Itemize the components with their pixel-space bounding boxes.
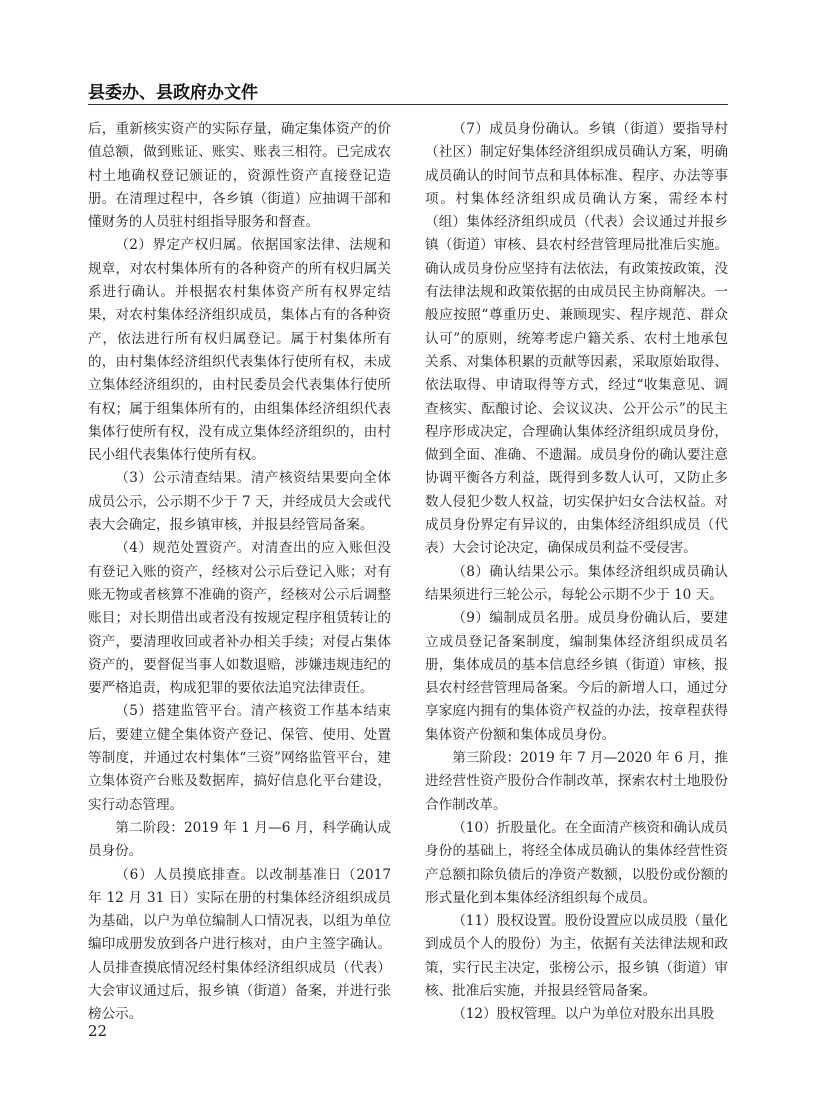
paragraph: （4）规范处置资产。对清查出的应入账但没有登记入账的资产，经核对公示后登记入账；对有账无物或者核算不准确的资产，经核对公示后调整账目；对长期借出或者没有按规定程序租赁转让的资产，要清理收回或者补办相关手续；对侵占集体资产的，要督促当事人如数退赔，涉嫌违规违纪的要严格追责，构成犯罪的要依法追究法律责任。	[88, 540, 391, 697]
header-divider	[88, 104, 728, 105]
paragraph: 第三阶段：2019 年 7 月—2020 年 6 月，推进经营性资产股份合作制改革，探索农村土地股份合作制改革。	[425, 750, 728, 813]
paragraph: （2）界定产权归属。依据国家法律、法规和规章，对农村集体所有的各种资产的所有权归属关系进行确认。并根据农村集体资产所有权界定结果，对农村集体经济组织成员，集体占有的各种资产，依法进行所有权归属登记。属于村集体所有的，由村集体经济组织代表集体行使所有权，未成立集体经济组织的，由村民委员会代表集体行使所有权；属于组集体所有的，由组集体经济组织代表集体行使所有权，没有成立集体经济组织的，由村民小组代表集体行使所有权。	[88, 237, 391, 464]
paragraph: （5）搭建监管平台。清产核资工作基本结束后，要建立健全集体资产登记、保管、使用、处置等制度，并通过农村集体“三资”网络监管平台，建立集体资产台账及数据库，搞好信息化平台建设，实行动态管理。	[88, 703, 391, 813]
paragraph: （8）确认结果公示。集体经济组织成员确认结果须进行三轮公示，每轮公示期不少于 10 天。	[425, 563, 728, 603]
paragraph: （3）公示清查结果。清产核资结果要向全体成员公示，公示期不少于 7 天，并经成员大会或代表大会确定，报乡镇审核，并报县经管局备案。	[88, 470, 391, 534]
paragraph: （12）股权管理。以户为单位对股东出具股	[452, 1006, 715, 1023]
page-number: 22	[88, 1022, 108, 1040]
paragraph: （11）股权设置。股份设置应以成员股（量化到成员个人的股份）为主，依据有关法律法规和政策，实行民主决定，张榜公示，报乡镇（街道）审核、批准后实施，并报县经管局备案。	[425, 913, 728, 999]
paragraph: （6）人员摸底排查。以改制基准日（2017 年 12 月 31 日）实际在册的村集体经济组织成员为基础，以户为单位编制人口情况表，以组为单位编印成册发放到各户进行核对，由户主签字确认。人员排查摸底情况经村集体经济组织成员（代表）大会审议通过后，报乡镇（街道）备案，并进行张榜公示。	[88, 866, 391, 1023]
paragraph: （7）成员身份确认。乡镇（街道）要指导村（社区）制定好集体经济组织成员确认方案，明确成员确认的时间节点和具体标准、程序、办法等事项。村集体经济组织成员确认方案，需经本村（组）集体经济组织成员（代表）会议通过并报乡镇（街道）审核、县农村经营管理局批准后实施。确认成员身份应坚持有法依法，有政策按政策，没有法律法规和政策依据的由成员民主协商解决。一般应按照“尊重历史、兼顾现实、程序规范、群众认可”的原则，统筹考虑户籍关系、农村土地承包关系、对集体积累的贡献等因素，采取原始取得、依法取得、申请取得等方式，经过“收集意见、调查核实、酝酿讨论、会议议决、公开公示”的民主程序形成决定，合理确认集体经济组织成员身份，做到全面、准确、不遗漏。成员身份的确认要注意协调平衡各方利益，既得到多数人认可，又防止多数人侵犯少数人权益，切实保护妇女合法权益。对成员身份界定有异议的，由集体经济组织成员（代表）大会讨论决定，确保成员利益不受侵害。	[425, 121, 728, 557]
paragraph: （9）编制成员名册。成员身份确认后，要建立成员登记备案制度，编制集体经济组织成员名册，集体成员的基本信息经乡镇（街道）审核，报县农村经营管理局备案。今后的新增人口，通过分享家庭内拥有的集体资产权益的办法，按章程获得集体资产份额和集体成员身份。	[425, 610, 728, 743]
left-text-column	[88, 118, 391, 1027]
right-text-column	[425, 118, 728, 1027]
paragraph: （10）折股量化。在全面清产核资和确认成员身份的基础上，将经全体成员确认的集体经营性资产总额扣除负债后的净资产数额，以股份或份额的形式量化到本集体经济组织每个成员。	[425, 819, 728, 906]
paragraph: 后，重新核实资产的实际存量，确定集体资产的价值总额，做到账证、账实、账表三相符。已完成农村土地确权登记颁证的，资源性资产直接登记造册。在清理过程中，各乡镇（街道）应抽调干部和懂财务的人员驻村组指导服务和督查。	[88, 121, 391, 231]
document-header-title: 县委办、县政府办文件	[88, 83, 258, 103]
paragraph: 第二阶段：2019 年 1 月—6 月，科学确认成员身份。	[88, 819, 391, 860]
